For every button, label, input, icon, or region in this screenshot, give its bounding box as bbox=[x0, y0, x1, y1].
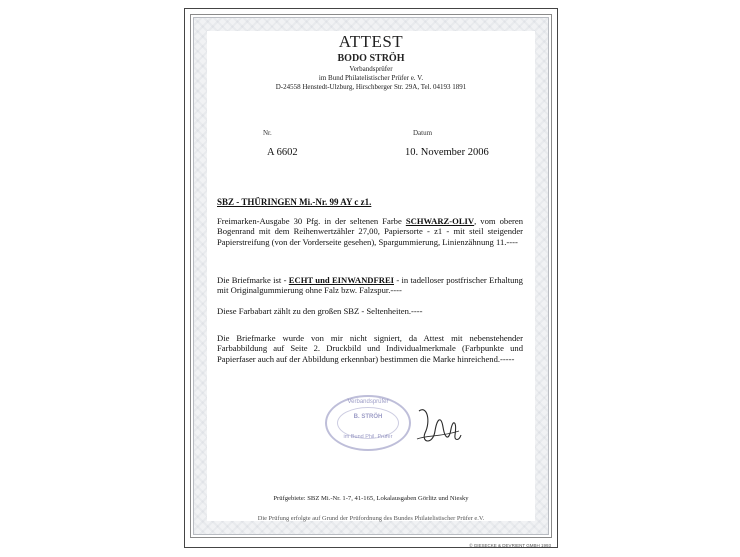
datum-label: Datum bbox=[413, 129, 433, 137]
rarity-paragraph: Diese Farbabart zählt zu den großen SBZ - Seltenheiten.---- bbox=[217, 306, 423, 316]
examiner-address: D-24558 Henstedt-Ulzburg, Hirschberger Str. 29A, Tel. 04193 1891 bbox=[275, 83, 467, 91]
signature-note-paragraph: Die Briefmarke wurde von mir nicht signiert, da Attest mit nebenstehender Farbabbildung auf Seite 2. Druckbild und Individualmerkmale (Farbpunkte und Papierfaser auch auf der Abbildung erkennbar) bestimmen die Marke hinreichend.----- bbox=[217, 333, 523, 364]
nr-label: Nr. bbox=[263, 129, 272, 137]
seal-text-top: Verbandsprüfer bbox=[347, 399, 389, 405]
examiner-role: Verbandsprüfer bbox=[349, 65, 393, 73]
condition-paragraph: Die Briefmarke ist - ECHT und EINWANDFREI - in tadelloser postfrischer Erhaltung mit Originalgummierung ohne Falz bzw. Falzspur.---- bbox=[217, 275, 523, 296]
examination-areas: Prüfgebiete: SBZ Mi.-Nr. 1-7, 41-165, Lokalausgaben Görlitz und Niesky bbox=[273, 495, 469, 502]
seal-text-middle: B. STRÖH bbox=[353, 414, 383, 420]
certificate-title: ATTEST bbox=[338, 32, 404, 51]
examiner-association: im Bund Philatelistischer Prüfer e. V. bbox=[318, 74, 424, 82]
certificate-date: 10. November 2006 bbox=[405, 147, 489, 158]
examination-rules-note: Die Prüfung erfolgte auf Grund der Prüfordnung des Bundes Philatelistischer Prüfer e.V. bbox=[257, 515, 485, 522]
signature bbox=[413, 401, 463, 449]
description-paragraph: Freimarken-Ausgabe 30 Pfg. in der seltenen Farbe SCHWARZ-OLIV, vom oberen Bogenrand mit dem Reihenwertzähler 27,00, Papiersorte - z1 - mit steil steigender Papierstreifung (von der Vorderseite gesehen), Spargummierung, Linienzähnung 11.---- bbox=[217, 216, 523, 247]
printer-copyright: © GIESECKE & DEVRIENT GMBH 1993 bbox=[469, 543, 551, 548]
certificate-number: A 6602 bbox=[267, 147, 298, 158]
seal-text-bottom: im Bund Phil. Prüfer bbox=[343, 434, 393, 440]
stamp-heading: SBZ - THÜRINGEN Mi.-Nr. 99 AY c z1. bbox=[217, 197, 372, 207]
examiner-name: BODO STRÖH bbox=[337, 53, 405, 64]
certificate-sheet bbox=[184, 8, 558, 548]
